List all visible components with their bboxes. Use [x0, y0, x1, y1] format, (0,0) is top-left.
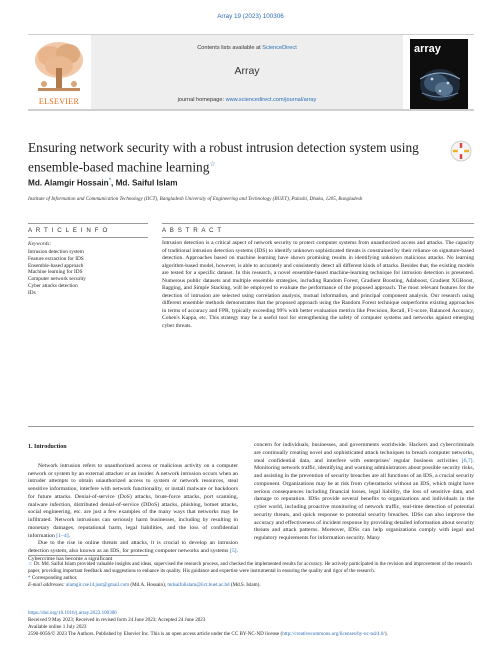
crossmark-icon [450, 140, 472, 162]
license-notice: 2590-0056/© 2023 The Authors. Published by Elsevier Inc. This is an open access article under the CC BY-NC-ND license (http://creativecommons.org/licenses/by-nc-nd/4.0/). [28, 630, 388, 637]
sciencedirect-link[interactable]: ScienceDirect [262, 45, 297, 51]
email-footnote: E-mail addresses: alamgir.cse14.just@gmail.com (Md.A. Hossain), mdsaifulislam@iict.buet.ac.bd (Md.S. Islam). [28, 581, 261, 588]
corresponding-author-mark[interactable]: * [108, 178, 112, 184]
crossmark-badge[interactable] [450, 140, 472, 162]
citation-link[interactable]: [1–4] [56, 532, 69, 539]
journal-homepage-link[interactable]: www.sciencedirect.com/journal/array [225, 97, 317, 103]
article-title: Ensuring network security with a robust intrusion detection system using ensemble-based machine learning☆ [28, 140, 419, 175]
footnote-star-mark: ☆ [28, 561, 33, 567]
online-date: Available online 1 July 2023 [28, 623, 87, 630]
journal-cover-image[interactable] [410, 39, 468, 109]
cover-title: array [414, 43, 441, 55]
keyword-item: Cyber attacks detection [28, 282, 78, 289]
info-top-rule [28, 223, 148, 224]
running-head[interactable]: Array 19 (2023) 100306 [217, 13, 284, 20]
corresponding-author-footnote: * Corresponding author. [28, 574, 78, 581]
article-info-heading: A R T I C L E I N F O [28, 227, 109, 234]
doi-link[interactable]: https://doi.org/10.1016/j.array.2023.100306 [28, 610, 117, 616]
abstract-bottom-rule [28, 426, 474, 427]
keyword-item: Computer network security [28, 276, 86, 283]
keyword-item: Feature extraction for IDS [28, 255, 84, 262]
author-name[interactable]: Md. Alamgir Hossain [28, 178, 109, 188]
keywords-list [28, 249, 86, 297]
journal-homepage: journal homepage: www.sciencedirect.com/journal/array [177, 97, 317, 103]
abstract-top-rule [162, 223, 474, 224]
footnote-rule [28, 555, 148, 556]
keyword-item: Intrusion detection system [28, 249, 84, 255]
elsevier-tree-icon [28, 38, 90, 96]
received-dates: Received 9 May 2023; Received in revised form 24 June 2023; Accepted 24 June 2023 [28, 616, 206, 623]
contents-availability: Contents lists available at ScienceDirect [197, 45, 297, 51]
abstract-heading: A B S T R A C T [162, 227, 223, 234]
author-name[interactable]: Md. Saiful Islam [115, 178, 178, 188]
email-link[interactable]: mdsaifulislam@iict.buet.ac.bd [167, 581, 230, 588]
keyword-item: Machine learning for IDS [28, 269, 83, 276]
body-paragraph: concern for individuals, businesses, and governments worldwide. Hackers and cybercriminals are continually creating novel and sophisticated attack techniques to breach computer networks, steal confidential data, and interfere with enterprises' regular business activities [6,7]. Monitoring network traffic, identifying and warning administrators about possible security risks, and assisting in the prevention of security breaches are all functions of an IDS, a crucial security component. Organizations may be at risk from cyberattacks without an IDS, which might have serious consequences including financial losses, legal liability, the loss of sensitive data, and damage to reputation. IDSs provide several benefits to organizations and individuals in the cyber world, including proactive monitoring of network traffic, real-time detection of potential security threats, and quick response to potential security breaches. IDSs can also improve the accuracy and effectiveness of incident response by providing detailed information about security threats and attack patterns. Moreover, IDSs can help organizations comply with legal and regulatory requirements for information security. Many [254, 442, 474, 541]
journal-masthead [28, 34, 474, 111]
license-link[interactable]: http://creativecommons.org/licenses/by-nc-nd/4.0/ [282, 630, 385, 637]
section-heading: 1. Introduction [28, 444, 67, 450]
abstract-body: Intrusion detection is a critical aspect of network security to protect computer systems from unauthorized access and attacks. The capacity of traditional intrusion detection systems (IDS) to identify unknown sophisticated threats is constrained by their reliance on signature-based detection. Approaches based on machine learning have shown promising results in identifying unknown malicious attacks. No learning algorithm-based model, however, is able to accurately and consistently detect all different kinds of attacks. Besides that, the existing models are tested for a specific dataset. In this research, a novel ensemble-based machine-learning technique for intrusion detection is presented. Numerous public datasets and multiple ensemble strategies, including Random Forest, Gradient Boosting, Adaboost, Gradient XGBoost, Bagging, and Simple Stacking, will be employed to evaluate the performance of the proposed approach. The most relevant features for the detection of intrusion are selected using correlation analysis, mutual information, and principal component analysis. Our research using different ensemble methods demonstrates that the proposed approach using the Random Forest technique outperforms existing approaches in terms of accuracy and FPR, typically exceeding 99% with better evaluation metrics like Precision, Recall, F1-score, Balanced Accuracy, Cohen's Kappa, etc. This strategy may be a useful tool for strengthening the safety of computer systems and networks against emerging cyber threats. [162, 240, 474, 330]
elsevier-logo[interactable] [28, 38, 90, 108]
info-head-rule [28, 237, 148, 238]
author-affiliation: Institute of Information and Communication Technology (IICT), Bangladesh University of Engineering and Technology (BUET), Palashi, Dhaka, 1205, Bangladesh [28, 196, 363, 202]
footnotes [28, 561, 474, 589]
author-list: Md. Alamgir Hossain*, Md. Saiful Islam [28, 178, 178, 188]
funding-footnote: ☆ Dr. Md. Saiful Islam provided valuable insights and ideas, supervised the research process, and checked the implemented results for accuracy. He actively participated in the revision and improvement of the research paper, providing important feedback and suggestions to enhance its quality. His guidance and expertise were instrumental in ensuring the quality and rigor of the research. [28, 561, 472, 574]
publication-info [28, 610, 474, 638]
body-paragraph: Network intrusion refers to unauthorized access or malicious activity on a computer network or system by an external attacker or an insider. A network intrusion occurs when an intruder attempts to obtain unauthorized access to system or network resources, steal sensitive information, interfere with network functionality, or install malware or backdoors for future attacks. Denial-of-service (DoS) attacks, brute-force attacks, port scanning, malware infection, distributed denial-of-service (DDoS) attacks, phishing, botnet attacks, social engineering, etc. are just a few examples of the many ways that networks may be infiltrated. Network intrusions can seriously harm businesses, including by resulting in monetary damages, reputational harm, legal liabilities, and the loss of confidential information [1–4]. [28, 462, 238, 539]
body-paragraph: Due to the rise in online threats and attacks, it is crucial to develop an intrusion detection system, also known as an IDS, for protecting computer networks and systems [5]. Cybercrime has become a significant [28, 540, 238, 562]
body-left-column [28, 444, 238, 564]
keyword-item: Ensemble-based approach [28, 262, 84, 269]
body-right-column [254, 442, 474, 543]
keyword-item: IDs [28, 289, 36, 296]
keywords-title: Keywords: [28, 241, 52, 247]
citation-link[interactable]: [6,7] [461, 457, 473, 464]
abstract-head-rule [162, 237, 474, 238]
journal-name: Array [234, 65, 260, 77]
citation-link[interactable]: [5] [229, 548, 237, 554]
title-footnote-mark[interactable]: ☆ [209, 160, 216, 168]
email-link[interactable]: alamgir.cse14.just@gmail.com [66, 581, 130, 588]
masthead-banner [91, 35, 403, 109]
publisher-wordmark: ELSEVIER [38, 97, 80, 106]
